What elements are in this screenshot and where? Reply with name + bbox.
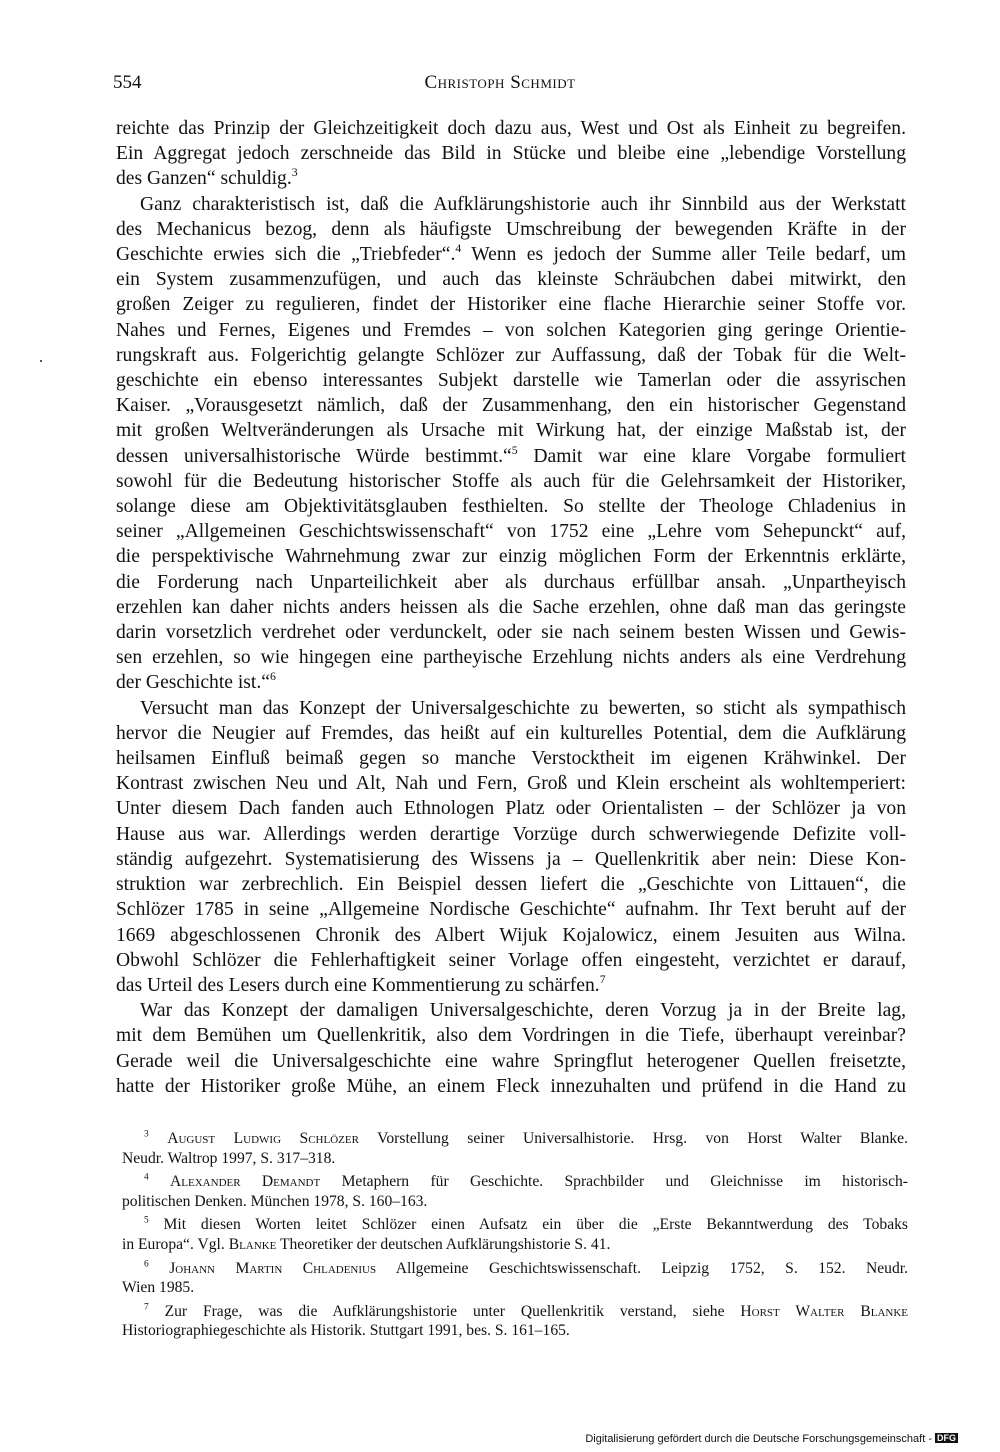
line-text: Nahes und Fernes, Eigenes und Fremdes – von solchen Kategorien ging geringe Orientie- xyxy=(116,319,906,341)
text-line xyxy=(116,897,906,922)
text-line xyxy=(116,318,906,343)
text-line xyxy=(116,292,906,317)
text-line xyxy=(116,595,906,620)
text-line xyxy=(116,771,906,796)
footnote-ref: 5 xyxy=(511,443,518,457)
line-text: hervor die Neugier auf Fremdes, das heißt auf ein kulturelles Potential, dem die Aufklärung xyxy=(116,722,906,744)
footnote-number: 7 xyxy=(144,1302,149,1313)
line-text: Kaiser. „Vorausgesetzt nämlich, daß der Zusammenhang, den ein historischer Gegenstand xyxy=(116,395,906,417)
text-line xyxy=(116,1049,906,1074)
line-text: sen erzehlen, so wie hingegen eine partheyische Erzehlung nichts anders als eine Verdrehung xyxy=(116,647,906,669)
line-text: ständig aufgezehrt. Systematisierung des Wissens ja – Quellenkritik aber nein: Diese Kon- xyxy=(116,848,906,870)
page-number: 554 xyxy=(113,72,142,93)
line-text: geschichte ein ebenso interessantes Subjekt darstelle wie Tamerlan oder die assyrischen xyxy=(116,370,906,392)
footnote-line xyxy=(122,1129,908,1149)
line-text: Schlözer 1785 in seine „Allgemeine Nordische Geschichte“ aufnahm. Ihr Text beruht auf der xyxy=(116,899,906,921)
text-line xyxy=(116,242,906,267)
footnote-line xyxy=(122,1215,908,1235)
line-text-continued: Damit war eine klare Vorgabe formuliert xyxy=(517,445,906,467)
line-text: des Ganzen“ schuldig. xyxy=(116,168,292,190)
line-text: Ein Aggregat jedoch zerschneide das Bild in Stücke und bleibe eine „lebendige Vorstellung xyxy=(116,143,906,165)
footnote-text: in Europa“. Vgl. xyxy=(122,1235,229,1253)
digitization-note xyxy=(585,1433,958,1445)
text-line xyxy=(116,1023,906,1048)
line-text: seiner „Allgemeinen Geschichtswissenschaft“ von 1752 eine „Lehre vom Sehepunckt“ auf, xyxy=(116,521,906,543)
line-text: heilsamen Einfluß beimaß gegen so manche Verstocktheit im eigenen Krähwinkel. Der xyxy=(116,748,906,770)
footnote-line xyxy=(122,1192,908,1212)
text-line xyxy=(116,948,906,973)
text-line xyxy=(116,519,906,544)
line-text: 1669 abgeschlossenen Chronik des Albert Wijuk Kojalowicz, einem Jesuiten aus Wilna. xyxy=(116,924,906,946)
text-line xyxy=(116,393,906,418)
text-line xyxy=(116,544,906,569)
line-text: erzehlen kan daher nichts anders heissen als die Sache erzehlen, ohne daß man das geringste xyxy=(116,596,906,618)
text-line xyxy=(116,923,906,948)
line-text: des Mechanicus bezog, denn als häufigste Umschreibung der bewegenden Kräfte in der xyxy=(116,218,906,240)
line-text: großen Zeiger zu regulieren, findet der Historiker eine flache Hierarchie seiner Stoffe vor. xyxy=(116,294,906,316)
text-line xyxy=(116,973,906,998)
text-line xyxy=(116,368,906,393)
text-line xyxy=(116,469,906,494)
line-text: Hause aus war. Allerdings werden derartige Vorzüge durch schwerwiegende Defizite voll- xyxy=(116,823,906,845)
line-text: darin vorsetzlich verdrehet oder verdunckelt, oder sie nach seinem besten Wissen und Gewis- xyxy=(116,622,906,644)
footnote-number: 4 xyxy=(144,1172,149,1183)
footnote-6 xyxy=(122,1259,908,1298)
text-line xyxy=(116,444,906,469)
footnote-text: Allgemeine Geschichtswissenschaft. Leipzig 1752, S. 152. Neudr. xyxy=(376,1259,908,1277)
line-text: reichte das Prinzip der Gleichzeitigkeit doch dazu aus, West und Ost als Einheit zu begreifen. xyxy=(116,118,906,139)
footnote-ref: 6 xyxy=(269,670,276,684)
line-text: mit dem Bemühen um Quellenkritik, also dem Vordringen in die Tiefe, überhaupt vereinbar? xyxy=(116,1025,906,1047)
line-text: sowohl für die Bedeutung historischer Stoffe als auch für die Gelehrsamkeit der Historiker, xyxy=(116,470,906,492)
footnote-4 xyxy=(122,1172,908,1211)
footnote-line xyxy=(122,1172,908,1192)
text-line xyxy=(116,1074,906,1099)
scan-speck xyxy=(40,360,42,362)
footnote-line xyxy=(122,1278,908,1298)
dfg-logo: DFG xyxy=(937,1433,956,1443)
footnote-text: politischen Denken. München 1978, S. 160–163. xyxy=(122,1192,428,1210)
text-line xyxy=(116,746,906,771)
author-name: Alexander Demandt xyxy=(170,1173,321,1191)
footnote-number: 3 xyxy=(144,1129,149,1140)
footnote-number: 5 xyxy=(144,1215,149,1226)
text-line xyxy=(116,998,906,1023)
text-line xyxy=(116,494,906,519)
line-text: Unter diesem Dach fanden auch Ethnologen Platz oder Orientalisten – der Schlözer ja von xyxy=(116,798,906,820)
line-text: Versucht man das Konzept der Universalgeschichte zu bewerten, so sticht als sympathisch xyxy=(140,697,906,719)
text-line xyxy=(116,141,906,166)
text-line xyxy=(116,822,906,847)
text-line xyxy=(116,721,906,746)
footnote-text: Zur Frage, was die Aufklärungshistorie unter Quellenkritik verstand, siehe xyxy=(164,1302,741,1320)
line-text: Gerade weil die Universalgeschichte eine wahre Springflut heterogener Quellen freisetzte, xyxy=(116,1050,906,1072)
text-line xyxy=(116,570,906,595)
text-line xyxy=(116,217,906,242)
line-text: rungskraft aus. Folgerichtig gelangte Schlözer zur Auffassung, daß der Tobak für die Welt- xyxy=(116,344,906,366)
line-text: dessen universalhistorische Würde bestimmt.“ xyxy=(116,445,512,467)
author-name: Johann Martin Chladenius xyxy=(169,1259,377,1277)
line-text: Obwohl Schlözer die Fehlerhaftigkeit seiner Vorlage offen eingesteht, verzichtet er darauf, xyxy=(116,949,906,971)
line-text: solange diese am Objektivitätsglauben festhielten. So stellte der Theologe Chladenius in xyxy=(116,496,906,518)
footnotes xyxy=(122,1129,908,1345)
footnote-text: Vorstellung seiner Universalhistorie. Hrsg. von Horst Walter Blanke. xyxy=(358,1130,908,1147)
text-line xyxy=(116,645,906,670)
text-line xyxy=(116,847,906,872)
footnote-text: Neudr. Waltrop 1997, S. 317–318. xyxy=(122,1149,336,1167)
line-text: die perspektivische Wahrnehmung zwar zur einzig möglichen Form der Erkenntnis erklärte, xyxy=(116,546,906,568)
text-line xyxy=(116,418,906,443)
line-text: struktion war zerbrechlich. Ein Beispiel dessen liefert die „Geschichte von Littauen“, die xyxy=(116,874,906,896)
author-name: Horst Walter Blanke xyxy=(740,1302,908,1320)
footnote-line xyxy=(122,1149,908,1169)
footnote-number: 6 xyxy=(144,1259,149,1270)
digitization-text: Digitalisierung gefördert durch die Deutsche Forschungsgemeinschaft - xyxy=(585,1433,932,1445)
footnote-ref: 7 xyxy=(599,972,606,986)
author-name: Blanke xyxy=(228,1235,277,1253)
text-line xyxy=(116,343,906,368)
footnote-text: Historiographiegeschichte als Historik. Stuttgart 1991, bes. S. 161–165. xyxy=(122,1322,570,1340)
footnote-text: Theoretiker der deutschen Aufklärungshistorie S. 41. xyxy=(276,1235,611,1253)
text-line xyxy=(116,670,906,695)
footnote-text: Metaphern für Geschichte. Sprachbilder und Gleichnisse im historisch- xyxy=(320,1173,908,1191)
text-line xyxy=(116,620,906,645)
footnote-ref: 4 xyxy=(455,241,462,255)
line-text: die Forderung nach Unparteilichkeit aber als durchaus erfüllbar ansah. „Unpartheyisch xyxy=(116,571,906,593)
footnote-7 xyxy=(122,1302,908,1341)
line-text: Ganz charakteristisch ist, daß die Aufklärungshistorie auch ihr Sinnbild aus der Werkstatt xyxy=(140,193,906,215)
text-line xyxy=(116,796,906,821)
line-text-continued: Wenn es jedoch der Summe aller Teile bedarf, um xyxy=(461,244,906,266)
footnote-line xyxy=(122,1259,908,1279)
footnote-text: Wien 1985. xyxy=(122,1279,195,1297)
footnote-5 xyxy=(122,1215,908,1254)
text-line xyxy=(116,116,906,141)
line-text: Geschichte erwies sich die „Triebfeder“. xyxy=(116,244,456,266)
line-text: der Geschichte ist.“ xyxy=(116,672,270,694)
footnote-line xyxy=(122,1321,908,1341)
line-text: ein System zusammenzufügen, und auch das kleinste Schräubchen dabei mitwirkt, den xyxy=(116,269,906,291)
body-text xyxy=(116,116,906,1099)
line-text: Kontrast zwischen Neu und Alt, Nah und Fern, Groß und Klein erscheint als wohltemperiert: xyxy=(116,773,906,795)
footnote-line xyxy=(122,1302,908,1322)
line-text: hatte der Historiker große Mühe, an einem Fleck innezuhalten und prüfend in die Hand zu xyxy=(116,1075,906,1097)
footnote-ref: 3 xyxy=(291,166,298,180)
line-text: das Urteil des Lesers durch eine Kommentierung zu schärfen. xyxy=(116,974,600,996)
text-line xyxy=(116,166,906,191)
footnote-text: Mit diesen Worten leitet Schlözer einen Aufsatz ein über die „Erste Bekanntwerdung des Tobaks xyxy=(163,1216,908,1234)
line-text: mit großen Weltveränderungen als Ursache mit Wirkung hat, der einzige Maßstab ist, der xyxy=(116,420,906,442)
author-name: August Ludwig Schlözer xyxy=(167,1130,359,1147)
footnote-3 xyxy=(122,1129,908,1168)
running-head: Christoph Schmidt xyxy=(424,72,576,93)
text-line xyxy=(116,192,906,217)
text-line xyxy=(116,872,906,897)
text-line xyxy=(116,267,906,292)
footnote-line xyxy=(122,1235,908,1255)
line-text: War das Konzept der damaligen Universalgeschichte, deren Vorzug ja in der Breite lag, xyxy=(140,1000,906,1022)
text-line xyxy=(116,696,906,721)
